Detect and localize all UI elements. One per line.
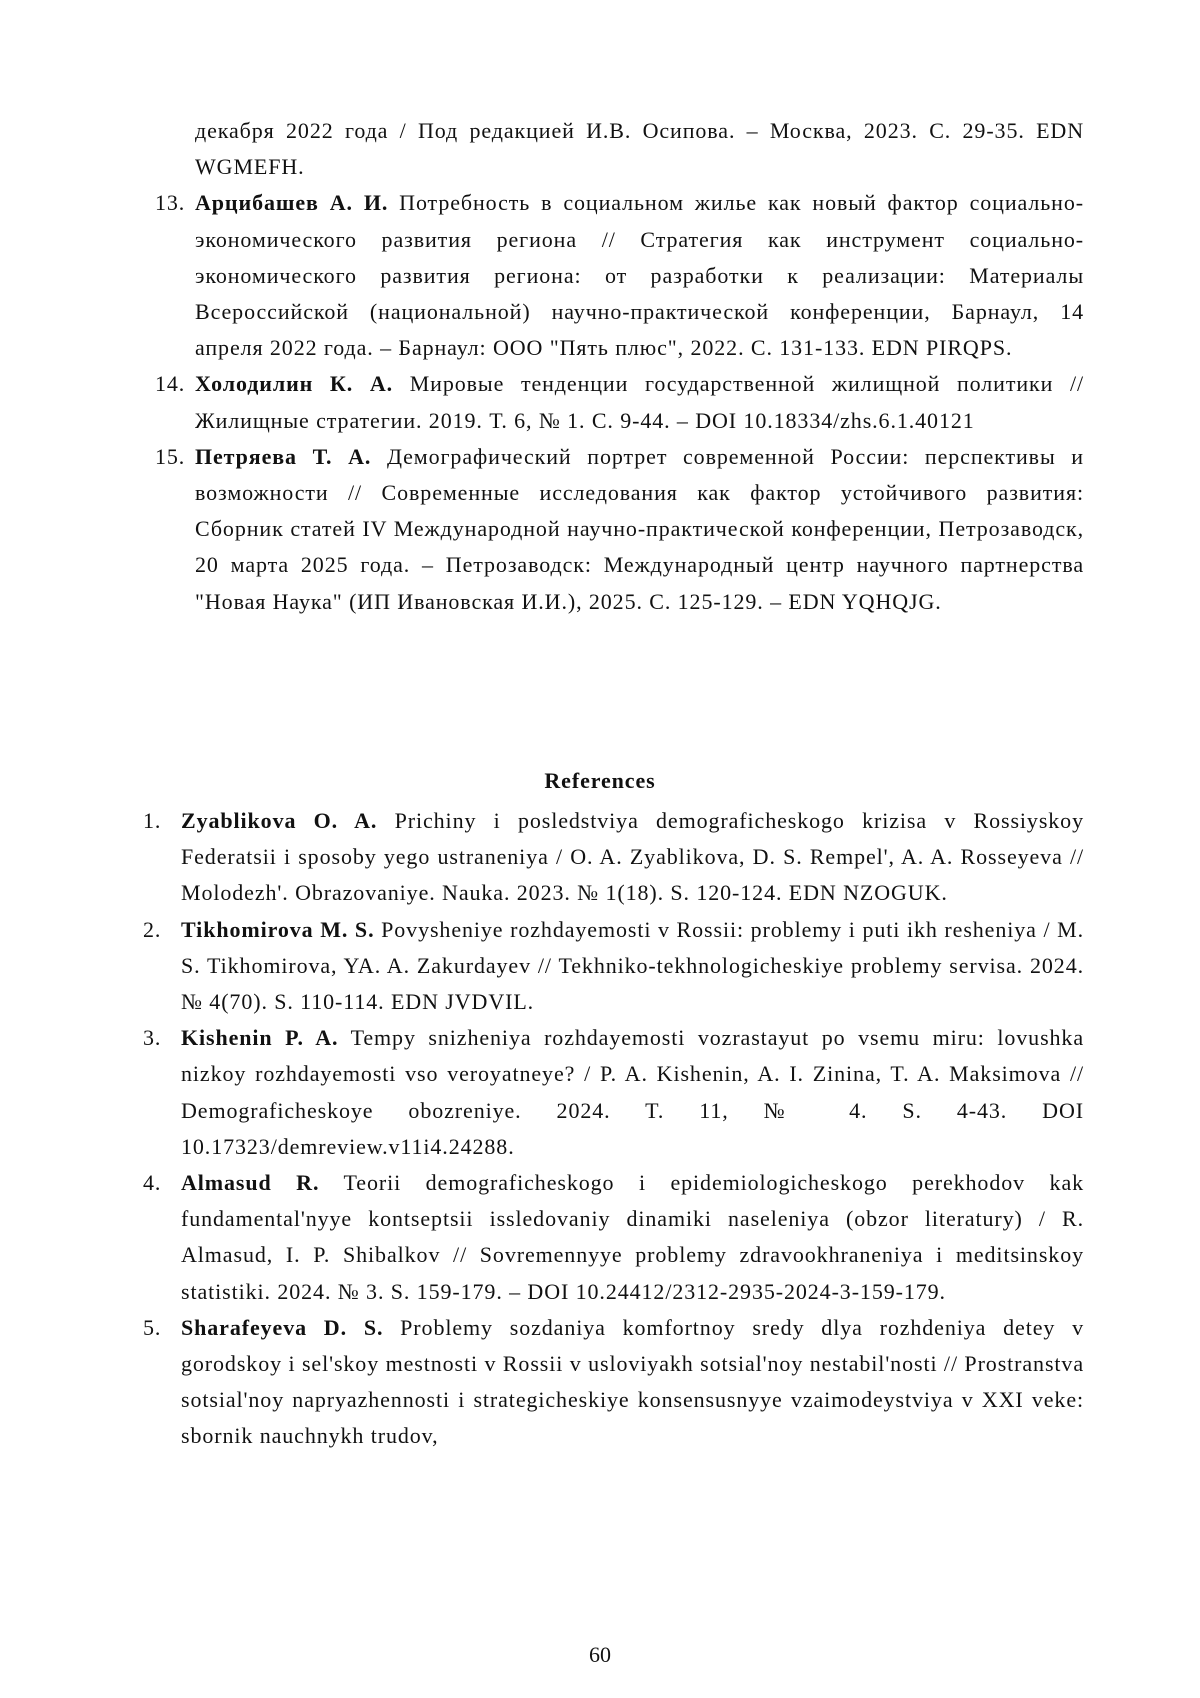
reference-author: Холодилин К. А. (195, 371, 394, 397)
reference-number: 4. (143, 1170, 162, 1196)
reference-author: Sharafeyeva D. S. (181, 1314, 384, 1340)
reference-author: Zyablikova O. A. (181, 808, 378, 833)
reference-text: Povysheniye rozhdayemosti v Rossii: problemy i puti ikh resheniya / M. S. Tikhomirova, YA. A. Zakurdayev // Tekhniko-tekhnologicheskiye problemy servisa. 2024. № 4(70). S. 110-114. EDN JVDVIL. (181, 916, 1084, 1015)
reference-author: Kishenin P. A. (181, 1025, 339, 1051)
reference-number: 3. (143, 1025, 162, 1051)
references-heading: References (544, 768, 656, 793)
reference-item-4 (143, 1165, 1085, 1310)
english-reference-list (143, 803, 1085, 1455)
russian-reference-list (155, 113, 1084, 620)
reference-author: Арцибашев А. И. (195, 190, 389, 216)
reference-text: Prichiny i posledstviya demograficheskogo krizisa v Rossiyskoy Federatsii i sposoby yego ustraneniya / O. A. Zyablikova, D. S. Rempel', A. A. Rosseyeva // Molodezh'. Obrazovaniye. Nauka. 2023. № 1(18). S. 120-124. EDN NZOGUK. (181, 808, 1084, 906)
reference-number: 1. (143, 808, 162, 833)
reference-text: Демографический портрет современной России: перспективы и возможности // Современные исследования как фактор устойчивого развития: Сборник статей IV Международной научно-практической конференции, Петрозаводск, 20 марта 2025 года. – Петрозаводск: Международный центр научного партнерства "Новая Наука" (ИП Ивановская И.И.), 2025. С. 125-129. – EDN YQHQJG. (195, 443, 1084, 614)
reference-item-1 (143, 803, 1084, 912)
reference-number: 13. (155, 190, 186, 216)
reference-item-3 (143, 1020, 1084, 1165)
reference-number: 5. (143, 1314, 162, 1340)
continuation-text: декабря 2022 года / Под редакцией И.В. Осипова. – Москва, 2023. С. 29-35. EDN WGMEFH. (195, 118, 1084, 180)
reference-author: Almasud R. (181, 1170, 320, 1196)
page-number: 60 (589, 1642, 611, 1667)
reference-text: Tempy snizheniya rozhdayemosti vozrastayut po vsemu miru: lovushka nizkoy rozhdayemosti vso veroyatneye? / P. A. Kishenin, A. I. Zinina, T. A. Maksimova // Demograficheskoye obozreniye. 2024. T. 11, № 4. S. 4-43. DOI 10.17323/demreview.v11i4.24288. (181, 1025, 1084, 1159)
reference-author: Петряева Т. А. (195, 443, 372, 469)
reference-text: Problemy sozdaniya komfortnoy sredy dlya rozhdeniya detey v gorodskoy i sel'skoy mestnosti v Rossii v usloviyakh sotsial'noy nestabil'nosti // Prostranstva sotsial'noy napryazhennosti i strategicheskiye konsensusnyye vzaimodeystviya v XXI veke: sbornik nauchnykh trudov, (181, 1314, 1084, 1449)
reference-continuation (195, 113, 1084, 185)
reference-item-15 (155, 439, 1084, 620)
reference-author: Tikhomirova M. S. (181, 916, 375, 942)
reference-number: 2. (143, 916, 162, 942)
reference-text: Мировые тенденции государственной жилищной политики // Жилищные стратегии. 2019. Т. 6, № 1. С. 9-44. – DOI 10.18334/zhs.6.1.40121 (195, 371, 1084, 433)
reference-item-13 (155, 185, 1084, 366)
reference-text: Teorii demograficheskogo i epidemiologicheskogo perekhodov kak fundamental'nyye kontseptsii issledovaniy dinamiki naseleniya (obzor literatury) / R. Almasud, I. P. Shibalkov // Sovremennyye problemy zdravookhraneniya i meditsinskoy statistiki. 2024. № 3. S. 159-179. – DOI 10.24412/2312-2935-2024-3-159-179. (181, 1170, 1085, 1304)
reference-number: 14. (155, 371, 186, 397)
reference-text: Потребность в социальном жилье как новый фактор социально-экономического развития региона // Стратегия как инструмент социально-экономического развития региона: от разработки к реализации: Материалы Всероссийской (национальной) научно-практической конференции, Барнаул, 14 апреля 2022 года. – Барнаул: ООО "Пять плюс", 2022. С. 131-133. EDN PIRQPS. (195, 190, 1084, 361)
reference-item-5 (143, 1310, 1084, 1455)
reference-item-2 (143, 912, 1084, 1021)
reference-number: 15. (155, 443, 186, 469)
reference-item-14 (155, 366, 1084, 438)
